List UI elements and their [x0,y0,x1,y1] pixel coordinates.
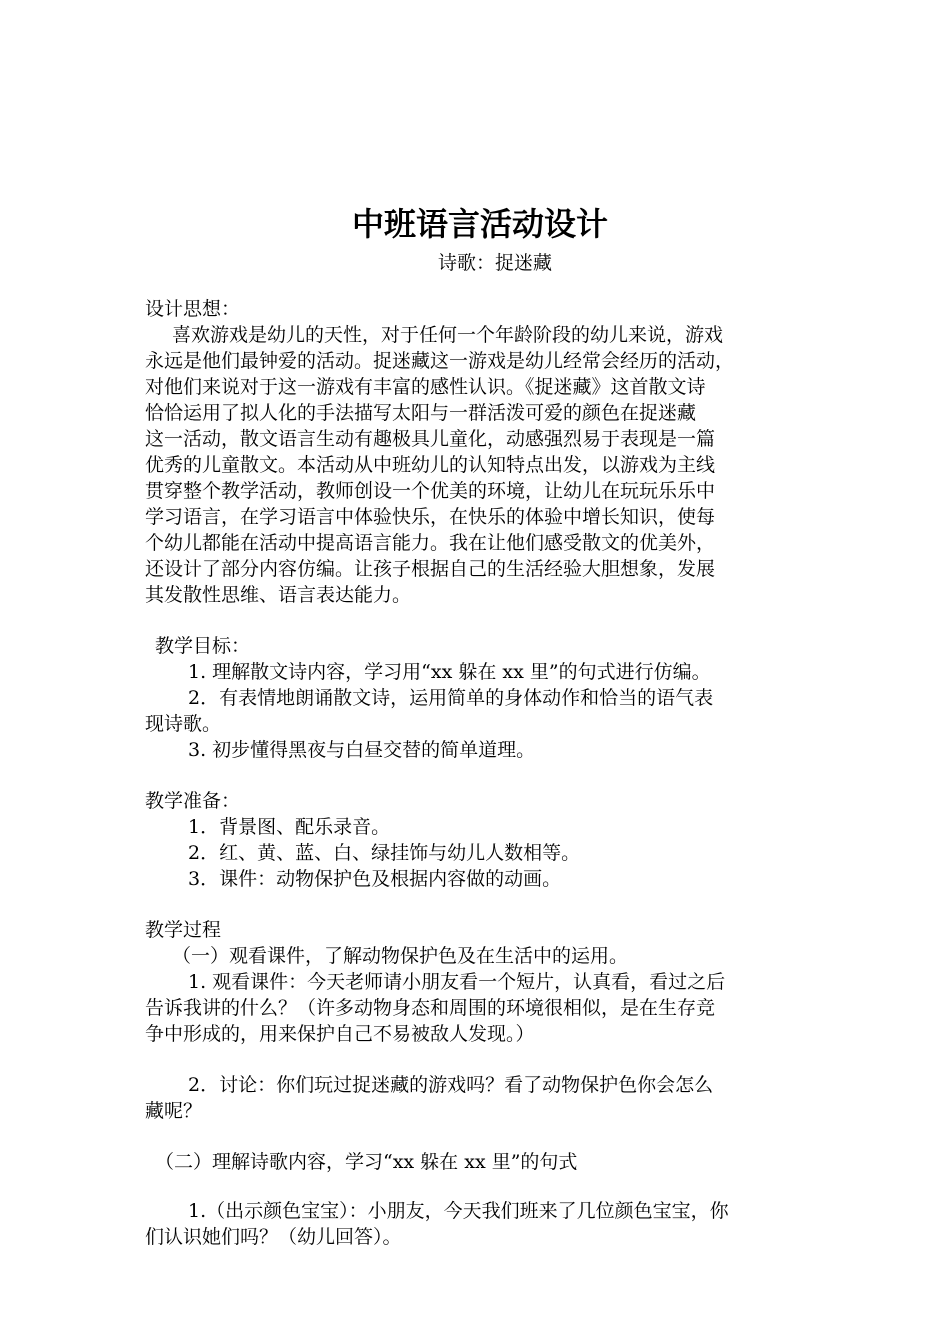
goal-item: 1. 理解散文诗内容，学习用“xx 躲在 xx 里”的句式进行仿编。 [188,661,711,683]
design-idea-heading: 设计思想： [145,298,241,320]
preparation-heading: 教学准备： [145,790,241,812]
process-item-line: 1. 观看课件：今天老师请小朋友看一个短片，认真看，看过之后 [188,971,726,993]
goal-item: 3. 初步懂得黑夜与白昼交替的简单道理。 [188,739,536,761]
paragraph-line: 还设计了部分内容仿编。让孩子根据自己的生活经验大胆想象，发展 [145,558,716,580]
page-title: 中班语言活动设计 [351,205,608,243]
process-heading: 教学过程 [145,919,222,941]
preparation-item: 2．红、黄、蓝、白、绿挂饰与幼儿人数相等。 [188,842,581,864]
process-part-title: （一）观看课件，了解动物保护色及在生活中的运用。 [172,945,629,967]
process-part-title: （二）理解诗歌内容，学习“xx 躲在 xx 里”的句式 [155,1151,578,1173]
preparation-item: 3．课件：动物保护色及根据内容做的动画。 [188,868,562,890]
preparation-item: 1．背景图、配乐录音。 [188,816,391,838]
paragraph-line: 贯穿整个教学活动，教师创设一个优美的环境，让幼儿在玩玩乐乐中 [145,480,716,502]
process-item-line: 1.（出示颜色宝宝）：小朋友，今天我们班来了几位颜色宝宝，你 [188,1200,729,1222]
page-subtitle: 诗歌：捉迷藏 [437,252,552,274]
paragraph-line: 其发散性思维、语言表达能力。 [145,584,412,606]
paragraph-line: 永远是他们最钟爱的活动。捉迷藏这一游戏是幼儿经常会经历的活动， [145,350,735,372]
paragraph-line: 个幼儿都能在活动中提高语言能力。我在让他们感受散文的优美外， [145,532,716,554]
goal-item-continuation: 现诗歌。 [145,713,222,735]
paragraph-line: 优秀的儿童散文。本活动从中班幼儿的认知特点出发，以游戏为主线 [145,454,716,476]
process-item-line: 告诉我讲的什么？（许多动物身态和周围的环境很相似，是在生存竞 [145,997,716,1019]
process-item-line: 藏呢？ [145,1100,203,1122]
paragraph-line: 学习语言，在学习语言中体验快乐，在快乐的体验中增长知识，使每 [145,506,716,528]
process-item-line: 2．讨论：你们玩过捉迷藏的游戏吗？看了动物保护色你会怎么 [188,1074,714,1096]
goal-item: 2．有表情地朗诵散文诗，运用简单的身体动作和恰当的语气表 [188,687,714,709]
process-item-line: 们认识她们吗？（幼儿回答）。 [145,1226,402,1248]
paragraph-line: 恰恰运用了拟人化的手法描写太阳与一群活泼可爱的颜色在捉迷藏 [145,402,697,424]
goals-heading: 教学目标： [155,635,251,657]
paragraph-line: 喜欢游戏是幼儿的天性，对于任何一个年龄阶段的幼儿来说，游戏 [172,324,724,346]
paragraph-line: 对他们来说对于这一游戏有丰富的感性认识。《捉迷藏》这首散文诗 [145,376,706,398]
paragraph-line: 这一活动，散文语言生动有趣极具儿童化，动感强烈易于表现是一篇 [145,428,716,450]
process-item-line: 争中形成的，用来保护自己不易被敌人发现。） [145,1023,535,1045]
